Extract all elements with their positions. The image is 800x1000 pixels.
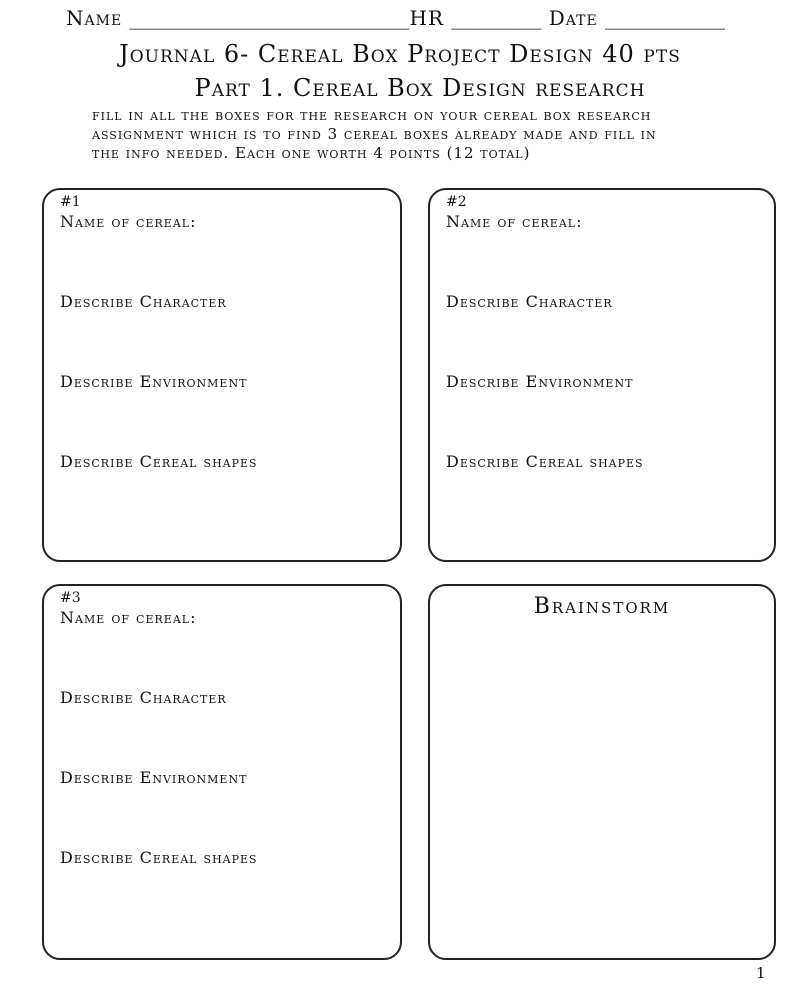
header-line <box>66 6 766 30</box>
describe-environment-label: Describe Environment <box>60 372 248 391</box>
page-subtitle: Part 1. Cereal Box Design research <box>194 74 646 102</box>
hr-label: HR <box>409 6 445 30</box>
instruction-line: assignment which is to find 3 cereal boxes already made and fill in <box>92 125 657 143</box>
page-title: Journal 6- Cereal Box Project Design 40 pts <box>119 40 681 68</box>
box-number: #3 <box>60 590 81 606</box>
describe-character-label: Describe Character <box>446 292 613 311</box>
describe-character-label: Describe Character <box>60 688 227 707</box>
brainstorm-title: Brainstorm <box>533 594 671 619</box>
name-of-cereal-label: Name of cereal: <box>60 608 197 627</box>
box-number: #1 <box>60 194 81 210</box>
date-label: Date <box>548 6 598 30</box>
research-box-1 <box>42 188 402 562</box>
date-field-blank: ____________ <box>605 6 726 30</box>
name-label: Name <box>66 6 123 30</box>
research-box-2 <box>428 188 776 562</box>
describe-cereal-shapes-label: Describe Cereal shapes <box>60 848 258 867</box>
hr-field-blank: _________ <box>451 6 542 30</box>
name-field-blank: ____________________________ <box>129 6 410 30</box>
instruction-line: fill in all the boxes for the research on your cereal box research <box>92 106 652 124</box>
describe-character-label: Describe Character <box>60 292 227 311</box>
instructions <box>92 106 742 163</box>
name-of-cereal-label: Name of cereal: <box>446 212 583 231</box>
box-number: #2 <box>446 194 467 210</box>
describe-cereal-shapes-label: Describe Cereal shapes <box>60 452 258 471</box>
describe-environment-label: Describe Environment <box>446 372 634 391</box>
name-of-cereal-label: Name of cereal: <box>60 212 197 231</box>
brainstorm-box <box>428 584 776 960</box>
instruction-line: the info needed. Each one worth 4 points (12 total) <box>92 144 531 162</box>
research-box-3 <box>42 584 402 960</box>
page-number: 1 <box>756 964 766 982</box>
describe-cereal-shapes-label: Describe Cereal shapes <box>446 452 644 471</box>
describe-environment-label: Describe Environment <box>60 768 248 787</box>
